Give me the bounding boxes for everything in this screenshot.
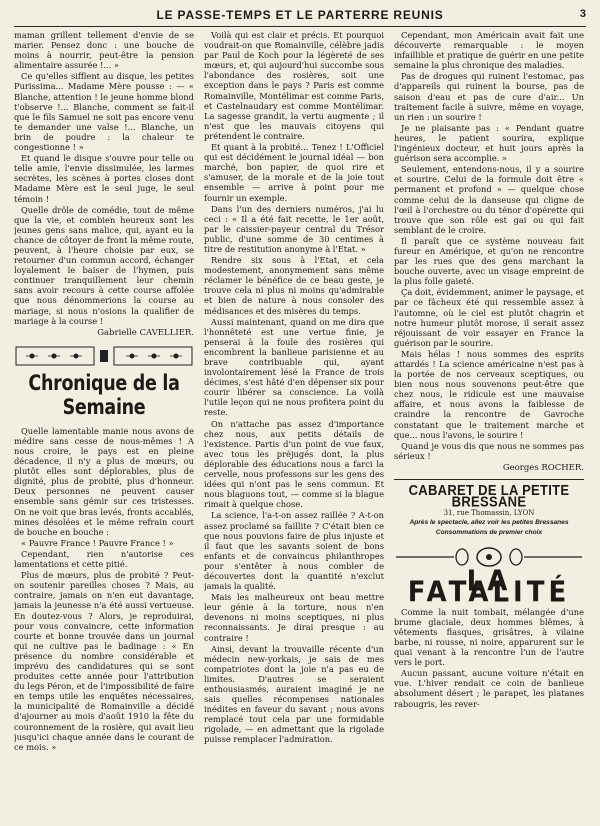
paragraph: Pas de drogues qui ruinent l'estomac, pas d'appareils qui ruinent la bourse, pas de saison d'eau et pas de cure d'air... Un traitement facile à suivre, même en voyage, un rien : un sourire ! bbox=[394, 71, 584, 122]
ad-address: 31, rue Thomassin, LYON bbox=[443, 509, 535, 518]
ad-tagline: Après le spectacle, allez voir les petites Bressanes bbox=[409, 519, 569, 527]
paragraph: La science, l'a-t-on assez raillée ? A-t-on assez proclamé sa faillite ? C'était bien ce que nous pouvions faire de plus injuste et il faut que les savants soient de bons enfants et de convaincus philanthropes pour s'entêter à nous combler de découvertes dont la quantité n'exclut jamais la qualité. bbox=[204, 510, 384, 592]
column-3 bbox=[394, 30, 584, 822]
ad-name: CABARET DE LA PETITE BRESSANE bbox=[408, 481, 570, 510]
section-title-chronique: Chronique de la Semaine bbox=[28, 371, 180, 420]
paragraph: Quelle drôle de comédie, tout de même que la vie, et combien heureux sont les jeunes gens sans malice, qui, ayant eu la chance de côtoyer de front la même route, peuvent, à l'heure choisie par eux, se retourner d'un commun accord, échanger loyalement le baiser de l'hymen, puis continuer tranquillement leur chemin sans avoir recours à cette course affolée que nous dénommerions la course au mariage, si nous n'osions la qualifier de mariage à la course ! bbox=[14, 204, 194, 326]
paragraph: Rendre six sous à l'Etat, et cela modestement, anonymement sans même réclamer le bénéfice de ce beau geste, je trouve cela ni plus ni moins qu'admirable et bien de nature à nous consoler des médisances et des misères du temps. bbox=[204, 255, 384, 316]
column-1 bbox=[14, 30, 194, 822]
paragraph: Plus de mœurs, plus de probité ? Peut-on soutenir pareilles choses ? Mais, au contraire, jamais on n'en eut davantage, jamais la jeunesse n'a été aussi vertueuse. En doutez-vous ? Alors, je reproduirai, pour vous convaincre, cette information courte et bonne trouvée dans un journal qui ne cultive pas le badinage : « En présence du nombre considérable et imprévu des candidatures qui se sont produites cette année pour l'attribution du legs Péron, et de l'impossibilité de faire en temps utile les enquêtes nécessaires, la municipalité de Romainville a décidé d'ajourner au mois d'août 1910 la fête du couronnement de la rosière, qui avait lieu jusqu'ici chaque année dans le courant de ce mois. » bbox=[14, 570, 194, 752]
ornament-divider bbox=[14, 344, 194, 368]
paragraph: Ainsi, devant la trouvaille récente d'un médecin new-yorkais, je sais de mes compatriotes dont la joie n'a pas eu de limites. D'autres se seraient enthousiasmés, auraient imaginé je ne sais quelles récompenses nationales inédites en faveur du savant ; nous avons remplacé tout cela par une formidable rigolade, — en admettant que la rigolade puisse remplacer l'admiration. bbox=[204, 643, 384, 745]
paragraph: Cependant, rien n'autorise ces lamentations et cette pitié. bbox=[14, 548, 194, 570]
ad-tagline: Consommations de premier choix bbox=[435, 529, 543, 537]
paragraph: Je ne plaisante pas : « Pendant quatre heures, le patient sourira, explique l'ingénieux docteur, et huit jours après la guérison sera accomplie. » bbox=[394, 122, 584, 164]
paragraph: Dans l'un des derniers numéros, j'ai lu ceci : « Il a été fait recette, le 1er août, par le caissier-payeur central du Trésor public, d'une somme de 30 centimes à titre de restitution anonyme à l'Etat. » bbox=[204, 203, 384, 254]
paragraph: Et quand le disque s'ouvre pour telle ou telle amie, l'envie dissimulée, les larmes secrètes, les scènes à portes closes dont Madame Mère est le seul juge, le seul témoin ! bbox=[14, 153, 194, 204]
paragraph: Quelle lamentable manie nous avons de médire sans cesse de nous-mêmes ! A nous croire, le pays est en pleine décadence, il n'y a plus de mœurs, ou plutôt elles sont déplorables, plus de dignité, plus de probité, plus d'honneur. Deux personnes ne peuvent causer ensemble sans gémir sur ces tristesses. On ne voit que bras levés, fronts accablés, mines désolées et le même refrain court de bouche en bouche : bbox=[14, 425, 194, 537]
paragraph: Mais hélas ! nous sommes des esprits attardés ! La science américaine n'est pas à la portée de nos cerveaux sceptiques, ou bien nous nous souvenons peut-être que chez nous, le ridicule est une mauvaise affaire, et nous avons la faiblesse de craindre la rencontre de Gavroche constatant que le traitement marche et que... nous l'avons, le sourire ! bbox=[394, 348, 584, 440]
paragraph: Il paraît que ce système nouveau fait fureur en Amérique, et qu'on ne rencontre par les rues que des gens marchant la bouche ouverte, avec un visage empreint de la plus folle gaieté. bbox=[394, 235, 584, 287]
page-number: 3 bbox=[579, 8, 586, 20]
paragraph: Comme la nuit tombait, mélangée d'une brume glaciale, deux hommes blêmes, à vêtements flasques, grisâtres, à vilaine barbe, ni rousse, ni noire, apparurent sur le quai venant à la rencontre l'un de l'autre vers le port. bbox=[394, 606, 584, 668]
paragraph: Aucun passant, aucune voiture n'était en vue. L'hiver rendait ce coin de banlieue absolument désert ; le parapet, les platanes rabougris, les rever- bbox=[394, 668, 584, 709]
column-2 bbox=[204, 30, 384, 822]
paragraph: Voilà qui est clair et précis. Et pourquoi voudrait-on que Romainville, célèbre jadis par Paul de Koch pour la légèreté de ses mœurs, et, qui aujourd'hui succombe sous l'abondance des rosières, soit une exception dans le pays ? Paris est comme Romainville, Montélimar est comme Paris, et Castelnaudary est comme Montélimar. La sagesse grandit, la vertu augmente ; il n'est que les mauvais citoyens qui prétendent le contraire. bbox=[204, 30, 384, 141]
author-signature: Georges ROCHER. bbox=[502, 462, 584, 473]
newspaper-title: LE PASSE-TEMPS ET LE PARTERRE REUNIS bbox=[156, 8, 444, 22]
paragraph: Ça doit, évidemment, animer le paysage, et par ce fâcheux été qui ressemble assez à l'automne, où le ciel est plutôt chagrin et notre humeur plutôt morose, il serait assez réjouissant de voir essayer en France la guérison par le sourire. bbox=[394, 287, 584, 348]
advertisement bbox=[394, 479, 584, 538]
page-header bbox=[14, 8, 586, 27]
paragraph: Mais les malheureux ont beau mettre leur génie à la torture, nous n'en devenons ni moins sceptiques, ni plus reconnaissants. Je dirai presque : au contraire ! bbox=[204, 592, 384, 643]
paragraph: Ce qu'elles sifflent au disque, les petites Purissima... Madame Mère pousse : — « Blanche, attention ! le jeune homme blond t'observe !... Blanche, comment se fait-il que le fils Samuel ne soit pas encore venu te demander une valse !... Blanche, un brin de poudre : la chaleur te congestionne ! » bbox=[14, 71, 194, 153]
paragraph: « Pauvre France ! Pauvre France ! » bbox=[21, 537, 174, 548]
paragraph: Seulement, entendons-nous, il y a sourire et sourire. Celui de la formule doit être « permanent et profond » — quelque chose comme celui de la danseuse qui cligne de l'œil à l'orchestre ou du ténor d'opérette qui trouve que son rôle est gai ou qui fait semblant de le croire. bbox=[394, 164, 584, 235]
paragraph: Cependant, mon Américain avait fait une découverte remarquable : le moyen infaillible et pratique de guérir en une petite semaine la plus chronique des maladies. bbox=[394, 30, 584, 71]
paragraph: Et quant à la probité... Tenez ! L'Officiel qui est décidément le journal idéal — bon marché, bon papier, de quoi rire et s'amuser, de la morale et de la joie tout ensemble — arrive à point pour me fournir un exemple. bbox=[204, 142, 384, 203]
section-title-fatalite: LA FATALITÉ bbox=[407, 564, 571, 609]
author-signature: Gabrielle CAVELLIER. bbox=[97, 327, 194, 338]
paragraph: maman grillent tellement d'envie de se marier. Pensez donc : une bouche de moins à nourrir, peut-être la pension alimentaire assurée !... » bbox=[14, 30, 194, 71]
paragraph: Quand je vous dis que nous ne sommes pas sérieux ! bbox=[394, 440, 584, 461]
paragraph: On n'attache pas assez d'importance chez nous, aux petits détails de l'existence. Partis d'un point de vue faux, avec tous les préjugés dont, la plus déplorable des éducations nous a farci la cervelle, nous professons sur les gens des idées qui n'ont pas le sens commun. Et nous blaguons tout, — comme si la blague rimait à quelque chose. bbox=[204, 418, 384, 510]
paragraph: Aussi maintenant, quand on me dira que l'honnêteté est une vertue finie, je penserai à la foule des rosières qui encombrent la banlieue parisienne et au brave contribuable qui, ayant involontairement lésé la France de trois décimes, s'est hâté d'en dépenser six pour courir libérer sa conscience. La voilà l'utile leçon qui ne nous profitera point du reste. bbox=[204, 316, 384, 418]
